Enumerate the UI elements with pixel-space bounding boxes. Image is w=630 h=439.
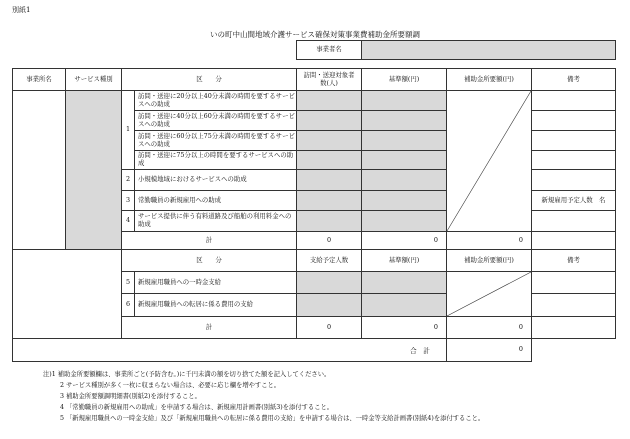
count-input[interactable] — [296, 90, 362, 111]
remarks-field[interactable] — [531, 110, 616, 131]
base-amount-input[interactable] — [361, 90, 447, 111]
col-service-type: サービス種別 — [65, 68, 122, 91]
count-input[interactable] — [296, 271, 362, 294]
office-name-field[interactable] — [12, 90, 66, 250]
operator-name-field[interactable] — [361, 40, 616, 60]
row-number: 4 — [121, 210, 135, 232]
count-input[interactable] — [296, 210, 362, 232]
subtotal-label-2: 計 — [121, 316, 297, 339]
base-amount-input[interactable] — [361, 150, 447, 170]
col-base-amount-2: 基準額(円) — [361, 249, 447, 272]
operator-label: 事業者名 — [296, 40, 362, 60]
remarks-field[interactable] — [531, 210, 616, 232]
subtotal-label: 計 — [121, 231, 297, 250]
count-input[interactable] — [296, 293, 362, 317]
col-subsidy-amount: 補助金所要額(円) — [446, 68, 532, 91]
row-label-4: サービス提供に伴う有料道路及び船舶の利用料金への助成 — [134, 210, 297, 232]
count-input[interactable] — [296, 150, 362, 170]
subtotal-count: 0 — [296, 231, 362, 250]
remarks-field[interactable] — [531, 293, 616, 317]
note-3: 3 補助金所要額調明細書(別紙2)を添付すること。 — [60, 393, 201, 400]
note-2: 2 サービス種別が多く一枚に収まらない場合は、必要に応じ欄を増やすこと。 — [60, 382, 281, 389]
count-input[interactable] — [296, 110, 362, 131]
remarks-field[interactable] — [531, 90, 616, 111]
section2-left-blank — [12, 249, 122, 339]
row-label-5: 新規雇用職員への一時金支給 — [134, 271, 297, 294]
subsidy-merged-cell-2 — [446, 271, 532, 317]
subtotal-subsidy: 0 — [446, 231, 532, 250]
grand-total-value: 0 — [446, 338, 532, 362]
subtotal-remarks-2 — [531, 316, 616, 339]
row-label-1c: 訪問・送迎に60分以上75分未満の時間を要するサービスへの助成 — [134, 130, 297, 151]
row-number: 6 — [121, 293, 135, 317]
subtotal-subsidy-2: 0 — [446, 316, 532, 339]
service-type-field[interactable] — [65, 90, 122, 250]
col-subsidy-amount-2: 補助金所要額(円) — [446, 249, 532, 272]
remarks-new-hires[interactable]: 新規雇用予定人数 名 — [531, 190, 616, 211]
count-input[interactable] — [296, 130, 362, 151]
base-amount-input[interactable] — [361, 130, 447, 151]
col-remarks-2: 備考 — [531, 249, 616, 272]
col-remarks: 備考 — [531, 68, 616, 91]
base-amount-input[interactable] — [361, 110, 447, 131]
subtotal-count-2: 0 — [296, 316, 362, 339]
row-label-1a: 訪問・送迎に20分以上40分未満の時間を要するサービスへの助成 — [134, 90, 297, 111]
row-label-1b: 訪問・送迎に40分以上60分未満の時間を要するサービスへの助成 — [134, 110, 297, 131]
note-4: 4 「常勤職員の新規雇用への助成」を申請する場合は、新規雇用計画書(別紙3)を添付すること。 — [60, 404, 334, 411]
base-amount-input[interactable] — [361, 271, 447, 294]
row-number: 1 — [121, 90, 135, 170]
subtotal-remarks — [531, 231, 616, 250]
base-amount-input[interactable] — [361, 293, 447, 317]
grand-total-label: 合 計 — [410, 347, 430, 355]
note-1: 注)1 補助金所要額欄は、事業所ごと(予防含む。)に千円未満の額を切り捨てた額を記入してください。 — [43, 371, 331, 378]
row-number: 2 — [121, 169, 135, 191]
base-amount-input[interactable] — [361, 169, 447, 191]
row-number: 5 — [121, 271, 135, 294]
subtotal-base-2: 0 — [361, 316, 447, 339]
subtotal-base: 0 — [361, 231, 447, 250]
form-number: 別紙1 — [12, 6, 31, 14]
page-title: いの町中山間地域介護サービス確保対策事業費補助金所要額調 — [210, 30, 420, 39]
base-amount-input[interactable] — [361, 190, 447, 211]
note-5: 5 「新規雇用職員への一時金支給」及び「新規雇用職員への転居に係る費用の支給」を申請する場合は、一時金等支給計画書(別紙4)を添付すること。 — [60, 415, 485, 422]
col-base-amount: 基準額(円) — [361, 68, 447, 91]
row-label-1d: 訪問・送迎に75分以上の時間を要するサービスへの助成 — [134, 150, 297, 170]
col-category: 区 分 — [121, 68, 297, 91]
remarks-field[interactable] — [531, 169, 616, 191]
remarks-field[interactable] — [531, 150, 616, 170]
count-input[interactable] — [296, 190, 362, 211]
col-office-name: 事業所名 — [12, 68, 66, 91]
base-amount-input[interactable] — [361, 210, 447, 232]
col-count: 訪問・送迎対象者数(人) — [296, 68, 362, 91]
row-label-2: 小規模地域におけるサービスへの助成 — [134, 169, 297, 191]
count-input[interactable] — [296, 169, 362, 191]
col-category-2: 区 分 — [121, 249, 297, 272]
row-label-3: 常勤職員の新規雇用への助成 — [134, 190, 297, 211]
col-planned-recipients: 支給予定人数 — [296, 249, 362, 272]
row-label-6: 新規雇用職員への転居に係る費用の支給 — [134, 293, 297, 317]
row-number: 3 — [121, 190, 135, 211]
subsidy-merged-cell — [446, 90, 532, 232]
remarks-field[interactable] — [531, 271, 616, 294]
grand-total-left — [12, 338, 447, 362]
remarks-field[interactable] — [531, 130, 616, 151]
